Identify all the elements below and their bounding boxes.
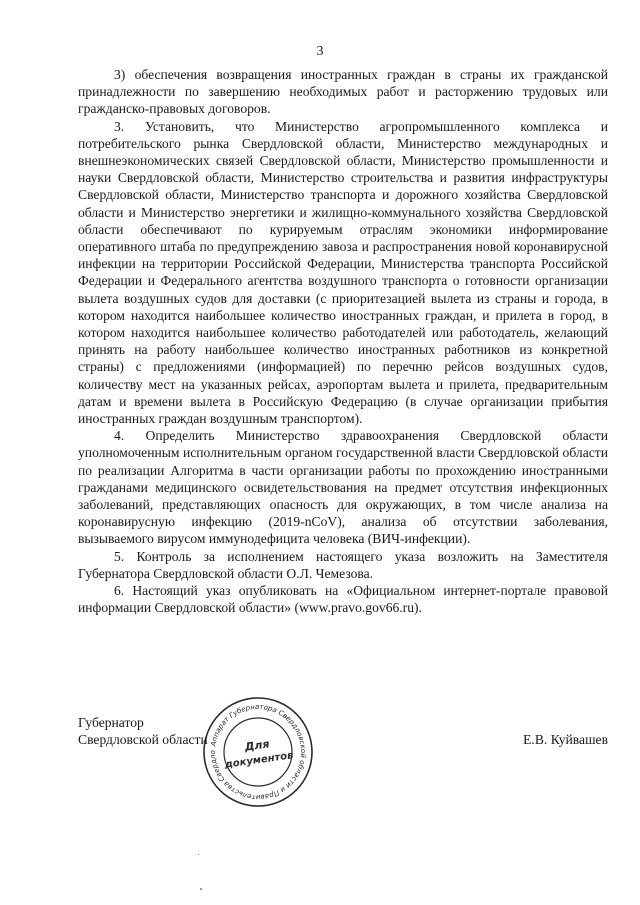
paragraph: 5. Контроль за исполнением настоящего указа возложить на Заместителя Губернатора Свердловской области О.Л. Чемезова. xyxy=(78,548,608,581)
scan-speck xyxy=(198,854,199,855)
stamp-seal-graphic xyxy=(202,696,314,808)
paragraph: 4. Определить Министерство здравоохранения Свердловской области уполномоченным исполнительным органом государственной власти Свердловской области по реализации Алгоритма в части организации работы по прохождению иностранными гражданами медицинского освидетельствования на предмет отсутствия инфекционных заболеваний, представляющих опасность для окружающих, в том числе анализа на коронавирусную инфекцию (2019-nCoV), анализа об отсутствии заболевания, вызываемого вирусом иммунодефицита человека (ВИЧ-инфекции). xyxy=(78,428,608,547)
paragraph: 3. Установить, что Министерство агропромышленного комплекса и потребительского рынка Свердловской области, Министерство международных и внешнеэкономических связей Свердловской области, Министерство промышленности и науки Свердловской области, Министерство строительства и развития инфраструктуры Свердловской области, Министерство транспорта и дорожного хозяйства Свердловской области и Министерство энергетики и жилищно-коммунального хозяйства Свердловской области обеспечивают по курируемым отраслям экономики информирование оперативного штаба по предупреждению завоза и распространения новой коронавирусной инфекции на территории Российской Федерации, Министерства транспорта Российской Федерации и Федерального агентства воздушного транспорта о готовности организации вылета воздушных судов для доставки (с приоритезацией вылета из страны и города, в котором находится наибольшее количество иностранных граждан, и прилета в город, в котором находится наибольшее количество работодателей или работодатель, желающий принять на работу наибольшее количество иностранных работников из конкретной страны) с предложениями (информацией) по перечню рейсов воздушных судов, количеству мест на указанных рейсах, аэропортам вылета и прилета, предварительным датам и времени вылета в Российскую Федерацию (в случае организации прибытия иностранных граждан воздушным транспортом). xyxy=(78,118,608,427)
page-number: 3 xyxy=(316,44,324,59)
signatory-title: Губернатор Свердловской области xyxy=(78,715,208,748)
scan-speck xyxy=(200,888,202,890)
signatory-name: Е.В. Куйвашев xyxy=(523,732,608,747)
paragraph: 6. Настоящий указ опубликовать на «Официальном интернет-портале правовой информации Свердловской области» (www.pravo.gov66.ru). xyxy=(78,583,608,616)
svg-text:документов: документов xyxy=(224,750,295,771)
svg-text:Для: Для xyxy=(243,737,271,754)
svg-text:Аппарат Губернатора Свердловск: Аппарат Губернатора Свердловской области и Правительства Свердло xyxy=(208,702,308,802)
official-stamp xyxy=(202,696,314,808)
document-body xyxy=(78,66,608,617)
paragraph: 3) обеспечения возвращения иностранных граждан в страны их гражданской принадлежности по завершению необходимых работ и расторжению трудовых или гражданско-правовых договоров. xyxy=(78,67,608,117)
